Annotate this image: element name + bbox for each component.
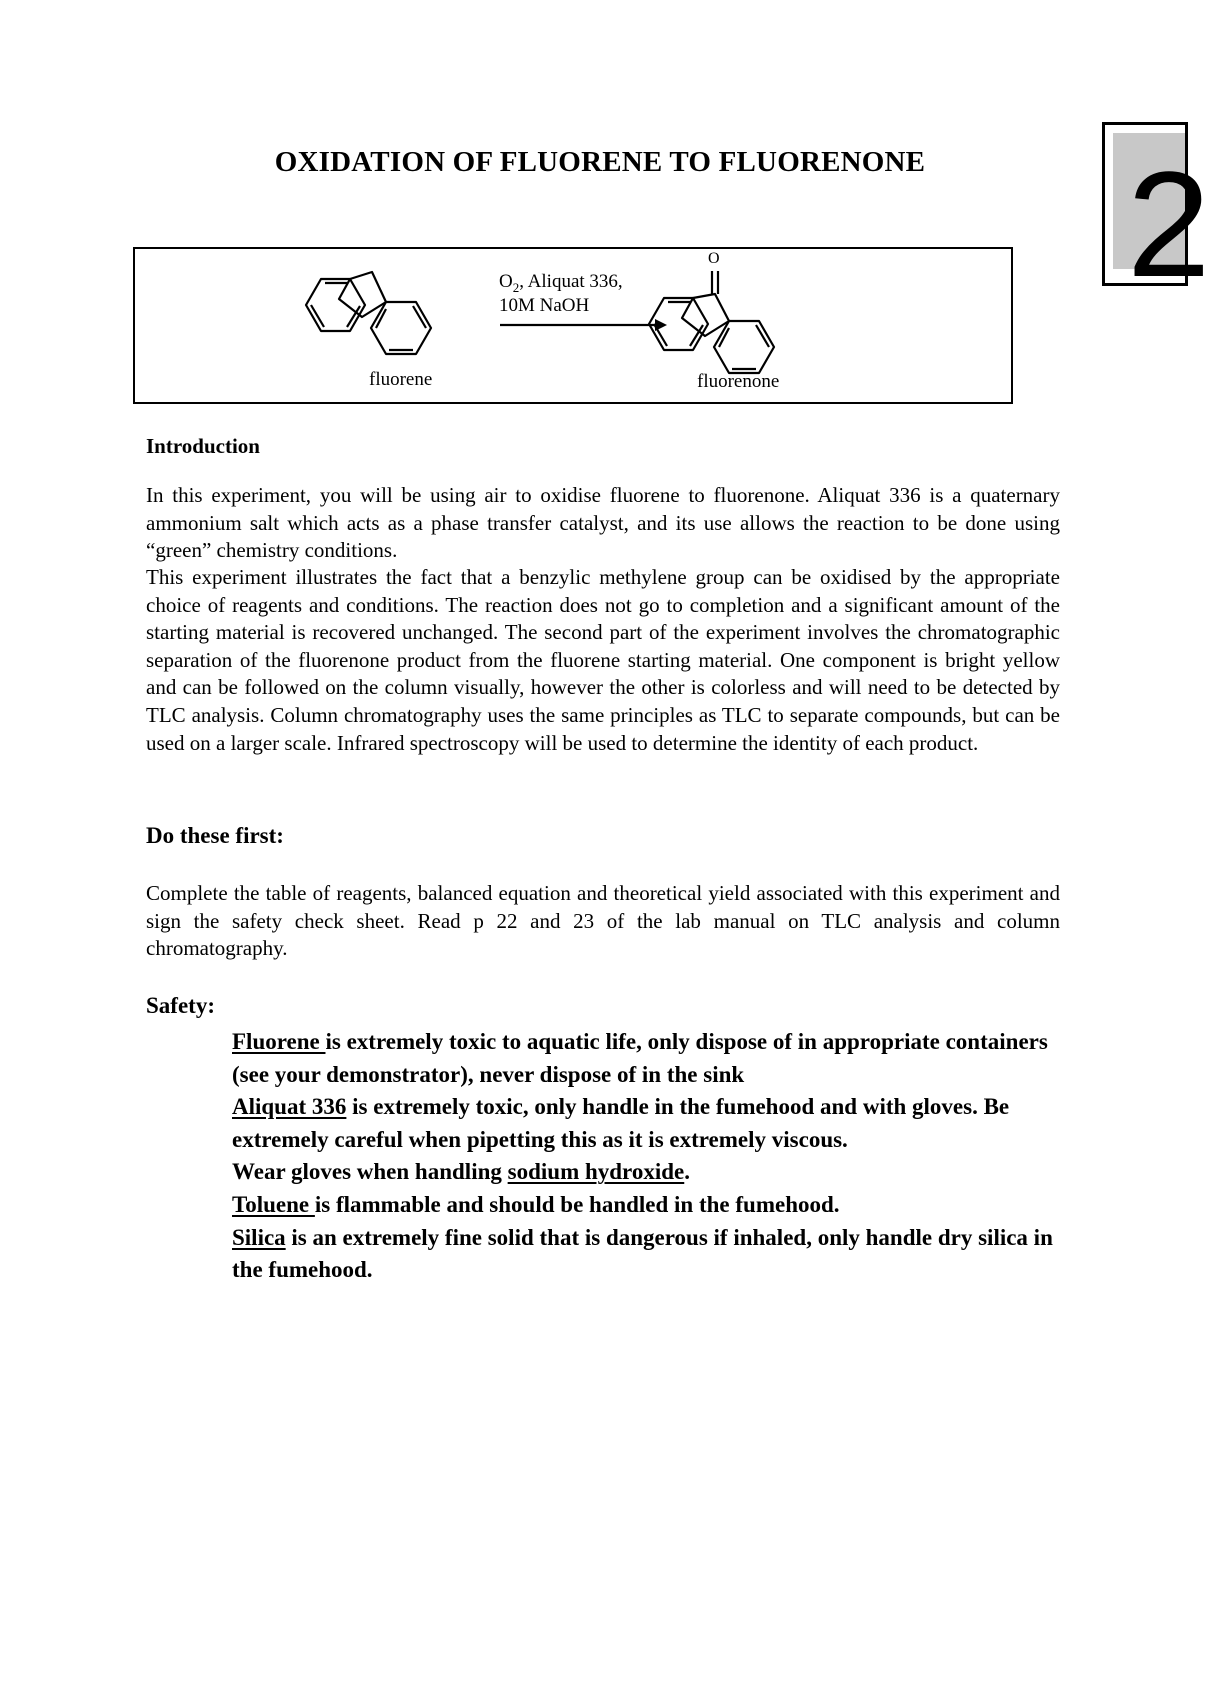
- page-title: OXIDATION OF FLUORENE TO FLUORENONE: [274, 146, 926, 178]
- hazard-toluene: Toluene: [232, 1191, 315, 1217]
- reagent-catalyst: , Aliquat 336,: [519, 271, 623, 292]
- chapter-number: 2: [1127, 140, 1210, 308]
- introduction-paragraph-2: This experiment illustrates the fact that a benzylic methylene group can be oxidised by the appropriate choice of reagents and conditions. The reaction does not go to completion and a significant amount of the starting material is recovered unchanged. The second part of the experiment involves the chromatographic separation of the fluorenone product from the fluorene starting material. One component is bright yellow and can be followed on the column visually, however the other is colorless and will need to be detected by TLC analysis. Column chromatography uses the same principles as TLC to separate compounds, but can be used on a larger scale. Infrared spectroscopy will be used to determine the identity of each product.: [146, 565, 1060, 755]
- reagent-line-1: [499, 271, 623, 296]
- safety-item-text: is flammable and should be handled in the fumehood.: [314, 1191, 840, 1217]
- safety-item-text: .: [684, 1159, 690, 1185]
- reagent-line-2: 10M NaOH: [499, 295, 590, 316]
- reactant-label: fluorene: [369, 369, 433, 390]
- hazard-fluorene: Fluorene: [232, 1029, 326, 1054]
- hazard-silica: Silica: [232, 1224, 286, 1250]
- do-first-heading: Do these first:: [146, 823, 284, 848]
- hazard-aliquat: Aliquat 336: [232, 1094, 347, 1120]
- safety-item-fluorene: [232, 1026, 1062, 1091]
- safety-item-sodium-hydroxide: [232, 1156, 1062, 1189]
- introduction-heading: Introduction: [146, 434, 260, 458]
- reagent-o2-subscript: 2: [512, 279, 520, 295]
- reaction-arrow-head: [655, 319, 667, 331]
- reaction-scheme: [133, 247, 1013, 404]
- fluorene-structure: [306, 272, 431, 354]
- safety-heading: Safety:: [146, 993, 215, 1018]
- safety-item-toluene: [232, 1189, 1062, 1222]
- safety-item-prefix: Wear gloves when handling: [232, 1159, 508, 1185]
- product-label: fluorenone: [697, 371, 780, 392]
- carbonyl-oxygen-label: O: [708, 250, 720, 267]
- safety-list: [232, 1026, 1062, 1287]
- reagent-o2-base: O: [499, 271, 513, 292]
- safety-item-text: is extremely toxic, only handle in the fumehood and with gloves. Be extremely careful when pipetting this as it is extremely viscous.: [232, 1094, 1010, 1152]
- fluorenone-structure: [649, 271, 774, 373]
- safety-item-text: is an extremely fine solid that is dangerous if inhaled, only handle dry silica in the fumehood.: [232, 1224, 1053, 1283]
- hazard-sodium-hydroxide: sodium hydroxide: [507, 1159, 685, 1185]
- safety-item-silica: [232, 1222, 1062, 1287]
- do-first-paragraph: Complete the table of reagents, balanced equation and theoretical yield associated with this experiment and sign the safety check sheet. Read p 22 and 23 of the lab manual on TLC analysis and column chromatography.: [146, 881, 1060, 961]
- safety-item-text: is extremely toxic to aquatic life, only dispose of in appropriate containers (see your demonstrator), never dispose of in the sink: [232, 1029, 1048, 1087]
- safety-item-aliquat: [232, 1091, 1062, 1156]
- introduction-paragraph-1: In this experiment, you will be using air to oxidise fluorene to fluorenone. Aliquat 336 is a quaternary ammonium salt which acts as a phase transfer catalyst, and its use allows the reaction to be done using “green” chemistry conditions.: [146, 483, 1060, 563]
